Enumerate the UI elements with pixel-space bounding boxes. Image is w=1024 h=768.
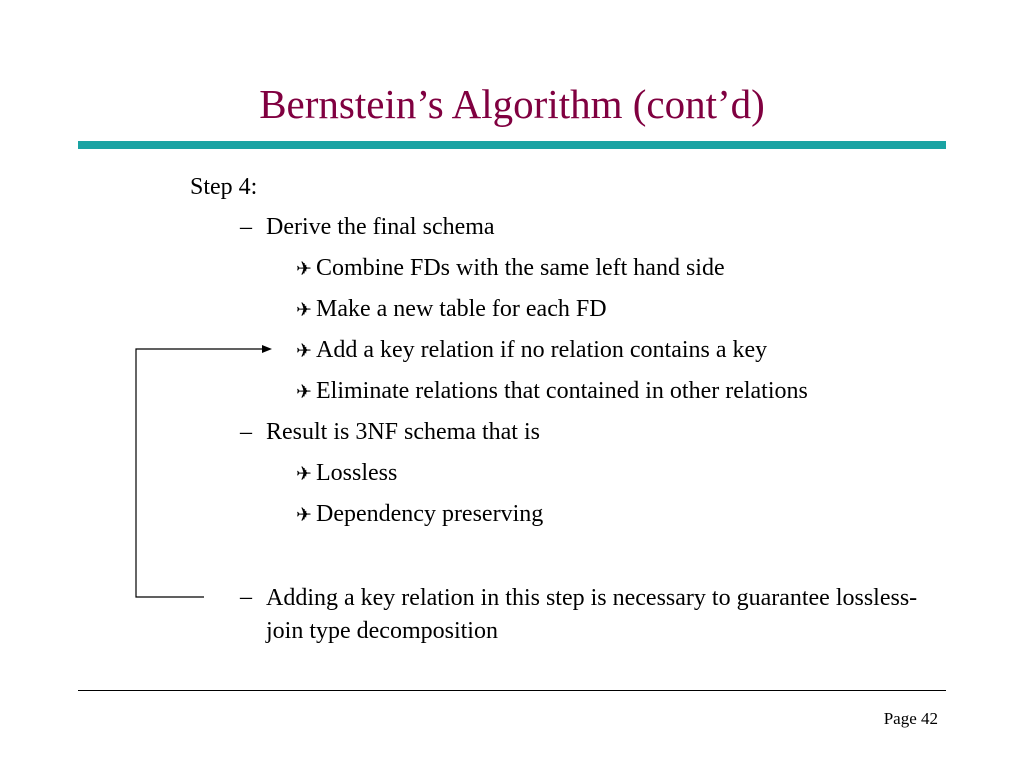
footer-rule: [78, 690, 946, 691]
slide-title: Bernstein’s Algorithm (cont’d): [259, 81, 765, 127]
step-heading: Step 4:: [190, 174, 258, 200]
bullet-derive-text: Derive the final schema: [266, 214, 495, 240]
connector-arrowhead: [262, 345, 272, 353]
sub-bullet-make-table-text: Make a new table for each FD: [316, 296, 607, 322]
airplane-icon: ✈: [296, 300, 312, 321]
page-number: Page 42: [883, 709, 938, 728]
airplane-icon: ✈: [296, 464, 312, 485]
dash-marker: –: [240, 584, 252, 610]
airplane-icon: ✈: [296, 382, 312, 403]
dash-marker: –: [240, 419, 252, 445]
sub-bullet-eliminate-text: Eliminate relations that contained in other relations: [316, 378, 808, 404]
sub-bullet-lossless-text: Lossless: [316, 460, 398, 486]
airplane-icon: ✈: [296, 341, 312, 362]
sub-bullet-add-key-text: Add a key relation if no relation contains a key: [316, 337, 768, 363]
sub-bullet-dependency-text: Dependency preserving: [316, 501, 544, 527]
bullet-adding-key-text: Adding a key relation in this step is necessary to guarantee lossless-join type decomposition: [266, 585, 918, 644]
bullet-result-text: Result is 3NF schema that is: [266, 419, 540, 445]
airplane-icon: ✈: [296, 259, 312, 280]
connector-line: [136, 349, 262, 597]
sub-bullet-combine-text: Combine FDs with the same left hand side: [316, 255, 725, 281]
airplane-icon: ✈: [296, 505, 312, 526]
dash-marker: –: [240, 214, 252, 240]
